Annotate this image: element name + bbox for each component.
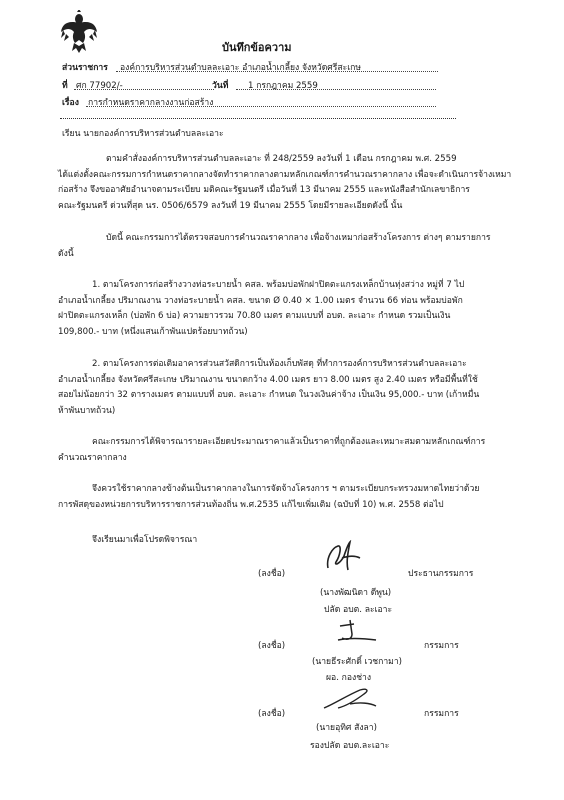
text-line: 1. ตามโครงการก่อสร้างวางท่อระบายน้ำ คสล. พร้อมบ่อพักฝาปิดตะแกรงเหล็กบ้านทุ่งสว่าง หมู่ที่ 7 ไป (92, 280, 465, 290)
agency-value: องค์การบริหารส่วนตำบลละเอาะ อำเภอน้ำเกลี้ยง จังหวัดศรีสะเกษ (120, 63, 362, 73)
signer-position: ปลัด อบต. ละเอาะ (324, 605, 393, 615)
paragraph-review (58, 231, 516, 262)
text-line: 2. ตามโครงการต่อเติมอาคารส่วนสวัสดิการเป็นห้องเก็บพัสดุ ที่ทำการองค์การบริหารส่วนตำบลละเอาะ (92, 359, 467, 369)
signer-position: ผอ. กองช่าง (326, 673, 372, 683)
text-line: อำเภอน้ำเกลี้ยง ปริมาณงาน วางท่อระบายน้ำ คสล. ขนาด Ø 0.40 × 1.00 เมตร จำนวน 66 ท่อน พร้อมบ่อพัก (58, 295, 463, 306)
agency-label: ส่วนราชการ (62, 63, 108, 73)
text-line: คณะกรรมการได้พิจารณารายละเอียดประมาณราคาแล้วเป็นราคาที่ถูกต้องและเหมาะสมตามหลักเกณฑ์การ (92, 437, 486, 447)
text-line: ดังนี้ (58, 248, 74, 259)
text-line: ฝาปิดตะแกรงเหล็ก (บ่อพัก 6 บ่อ) ความยาวรวม 70.80 เมตร ตามแบบที่ อบต. ละเอาะ กำหนด รวมเป็นเงิน (58, 311, 451, 322)
subject-label: เรื่อง (62, 98, 79, 108)
handwritten-signature-icon (322, 540, 366, 574)
sign-label: (ลงชื่อ) (258, 709, 286, 719)
signer-role: กรรมการ (424, 709, 459, 719)
subject-value: การกำหนดราคากลางงานก่อสร้าง (88, 98, 214, 108)
date-value: 1 กรกฎาคม 2559 (248, 81, 318, 91)
text-line: ตามคำสั่งองค์การบริหารส่วนตำบลละเอาะ ที่ 248/2559 ลงวันที่ 1 เดือน กรกฎาคม พ.ศ. 2559 (106, 154, 457, 164)
text-line: จึงควรใช้ราคากลางข้างต้นเป็นราคากลางในการจัดจ้างโครงการ ฯ ตามระเบียบกระทรวงมหาดไทยว่าด้วย (92, 484, 480, 494)
memo-title: บันทึกข้อความ (222, 41, 292, 54)
project-item-2 (58, 357, 516, 419)
text-line: อำเภอน้ำเกลี้ยง จังหวัดศรีสะเกษ ปริมาณงาน ขนาดกว้าง 4.00 เมตร ยาว 8.00 เมตร สูง 2.40 เมตร หรือมีพื้นที่ใช้ (58, 374, 478, 385)
signer-role: ประธานกรรมการ (408, 569, 474, 579)
text-line: การพัสดุของหน่วยการบริหารราชการส่วนท้องถิ่น พ.ศ.2535 แก้ไขเพิ่มเติม (ฉบับที่ 10) พ.ศ. 2558 ต่อไป (58, 499, 444, 510)
paragraph-recommendation (58, 482, 516, 513)
ref-value: ศก 77902/- (76, 81, 123, 91)
text-line: สอยไม่น้อยกว่า 32 ตารางเมตร ตามแบบที่ อบต. ละเอาะ กำหนด ในวงเงินค่าจ้าง เป็นเงิน 95,000.- บาท (เก้าหมื่น (58, 390, 480, 401)
ref-label: ที่ (62, 81, 68, 91)
project-item-1 (58, 278, 516, 340)
text-line: ห้าพันบาทถ้วน) (58, 405, 116, 416)
signer-name: (นายอุทิศ สังลา) (316, 723, 377, 733)
date-label: วันที่ (212, 81, 229, 91)
text-line: ได้แต่งตั้งคณะกรรมการกำหนดราคากลางจัดทำราคากลางตามหลักเกณฑ์การคำนวณราคากลาง เพื่อจะดำเนินการจ้างเหมา (58, 169, 512, 180)
text-line: บัดนี้ คณะกรรมการได้ตรวจสอบการคำนวณราคากลาง เพื่อจ้างเหมาก่อสร้างโครงการ ต่างๆ ตามรายการ (106, 233, 491, 243)
text-line: คำนวณราคากลาง (58, 452, 127, 463)
salutation: เรียน นายกองค์การบริหารส่วนตำบลละเอาะ (62, 129, 224, 139)
signer-name: (นายธีระศักดิ์ เวชกามา) (312, 657, 403, 667)
paragraph-consideration (58, 435, 516, 466)
garuda-emblem-icon (60, 10, 98, 54)
header-divider (60, 118, 456, 119)
text-line: ก่อสร้าง จึงขออาศัยอำนาจตามระเบียบ มติคณะรัฐมนตรี เมื่อวันที่ 13 มีนาคม 2555 และหนังสือสำนักเลขาธิการ (58, 185, 470, 196)
signer-name: (นางพัฒนิดา ดีพูน) (320, 588, 392, 598)
signer-position: รองปลัด อบต.ละเอาะ (310, 741, 390, 751)
closing-text: จึงเรียนมาเพื่อโปรดพิจารณา (92, 535, 198, 545)
sign-label: (ลงชื่อ) (258, 641, 286, 651)
signer-role: กรรมการ (424, 641, 459, 651)
handwritten-signature-icon (332, 616, 382, 646)
handwritten-signature-icon (320, 682, 380, 714)
paragraph-order (58, 152, 516, 214)
text-line: 109,800.- บาท (หนึ่งแสนเก้าพันแปดร้อยบาทถ้วน) (58, 326, 248, 337)
sign-label: (ลงชื่อ) (258, 569, 286, 579)
text-line: คณะรัฐมนตรี ด่วนที่สุด นร. 0506/6579 ลงวันที่ 19 มีนาคม 2555 โดยมีรายละเอียดดังนี้ นั้น (58, 200, 403, 211)
